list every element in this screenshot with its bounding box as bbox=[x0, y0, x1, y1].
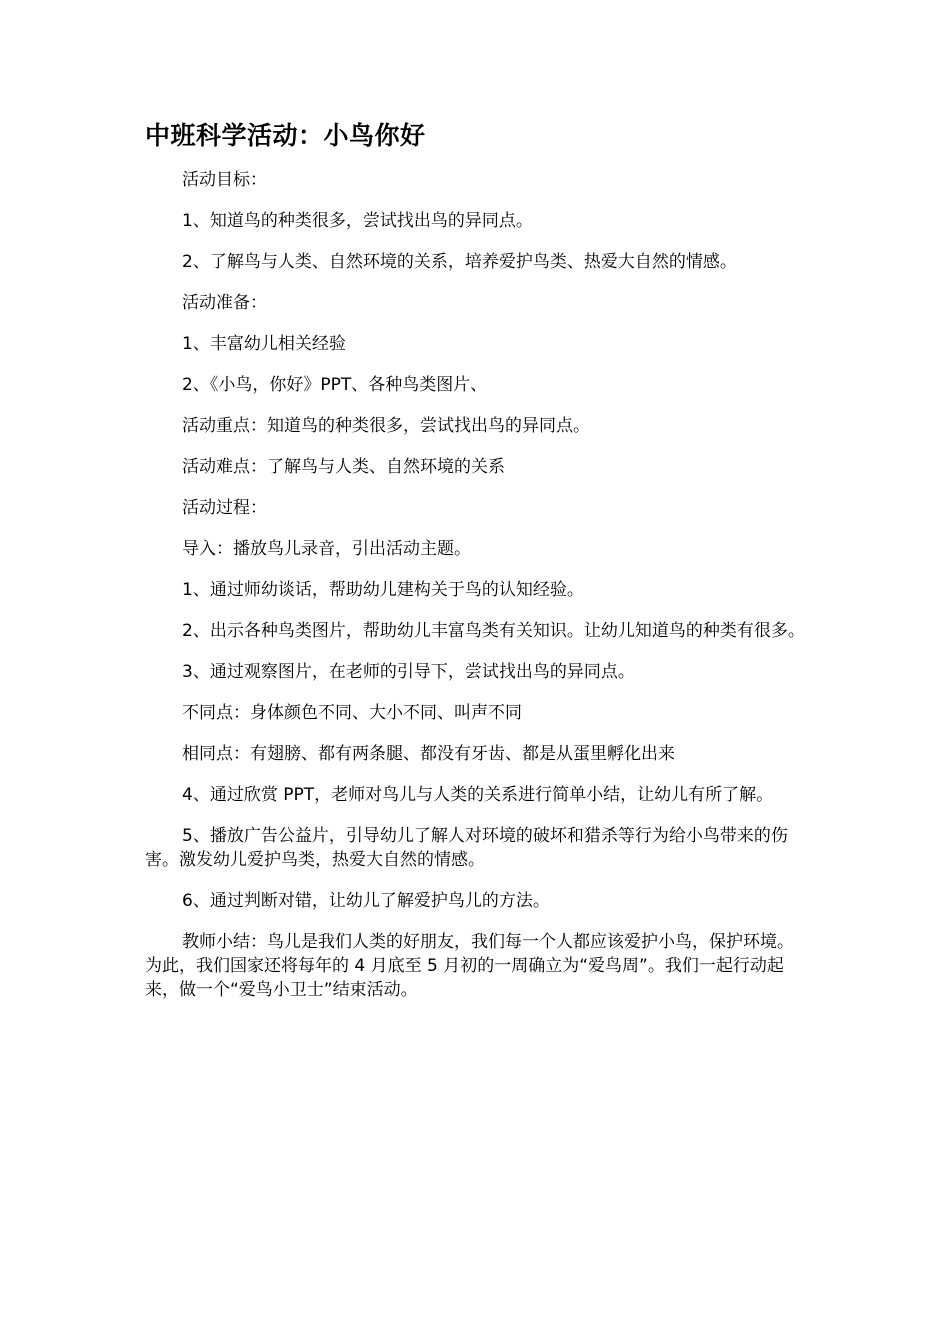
document-page bbox=[145, 116, 809, 1019]
process-step-1: 1、通过师幼谈话，帮助幼儿建构关于鸟的认知经验。 bbox=[182, 580, 584, 600]
process-step-3: 3、通过观察图片，在老师的引导下，尝试找出鸟的异同点。 bbox=[182, 662, 635, 682]
activity-difficulty: 活动难点：了解鸟与人类、自然环境的关系 bbox=[182, 457, 505, 477]
heading-activity-preparation: 活动准备： bbox=[182, 293, 267, 313]
similarities-list: 相同点：有翅膀、都有两条腿、都没有牙齿、都是从蛋里孵化出来 bbox=[182, 744, 675, 764]
heading-activity-goals: 活动目标： bbox=[182, 170, 267, 190]
goal-item-2: 2、了解鸟与人类、自然环境的关系，培养爱护鸟类、热爱大自然的情感。 bbox=[182, 252, 737, 272]
process-step-2: 2、出示各种鸟类图片，帮助幼儿丰富鸟类有关知识。让幼儿知道鸟的种类有很多。 bbox=[182, 621, 805, 641]
process-intro: 导入：播放鸟儿录音，引出活动主题。 bbox=[182, 539, 471, 559]
teacher-summary: 教师小结：鸟儿是我们人类的好朋友，我们每一个人都应该爱护小鸟，保护环境。为此，我们国家还将每年的 4 月底至 5 月初的一周确立为“爱鸟周”。我们一起行动起来，做一个“爱鸟小卫士”结束活动。 bbox=[145, 932, 794, 1000]
preparation-item-2: 2、《小鸟，你好》PPT、各种鸟类图片、 bbox=[182, 375, 488, 395]
process-step-4: 4、通过欣赏 PPT，老师对鸟儿与人类的关系进行简单小结，让幼儿有所了解。 bbox=[182, 785, 774, 805]
document-title: 中班科学活动：小鸟你好 bbox=[145, 121, 426, 150]
activity-key-point: 活动重点：知道鸟的种类很多，尝试找出鸟的异同点。 bbox=[182, 416, 590, 436]
preparation-item-1: 1、丰富幼儿相关经验 bbox=[182, 334, 346, 354]
differences-list: 不同点：身体颜色不同、大小不同、叫声不同 bbox=[182, 703, 522, 723]
process-step-6: 6、通过判断对错，让幼儿了解爱护鸟儿的方法。 bbox=[182, 891, 550, 911]
goal-item-1: 1、知道鸟的种类很多，尝试找出鸟的异同点。 bbox=[182, 211, 533, 231]
heading-activity-process: 活动过程： bbox=[182, 498, 267, 518]
process-step-5: 5、播放广告公益片，引导幼儿了解人对环境的破坏和猎杀等行为给小鸟带来的伤害。激发幼儿爱护鸟类，热爱大自然的情感。 bbox=[145, 826, 788, 870]
